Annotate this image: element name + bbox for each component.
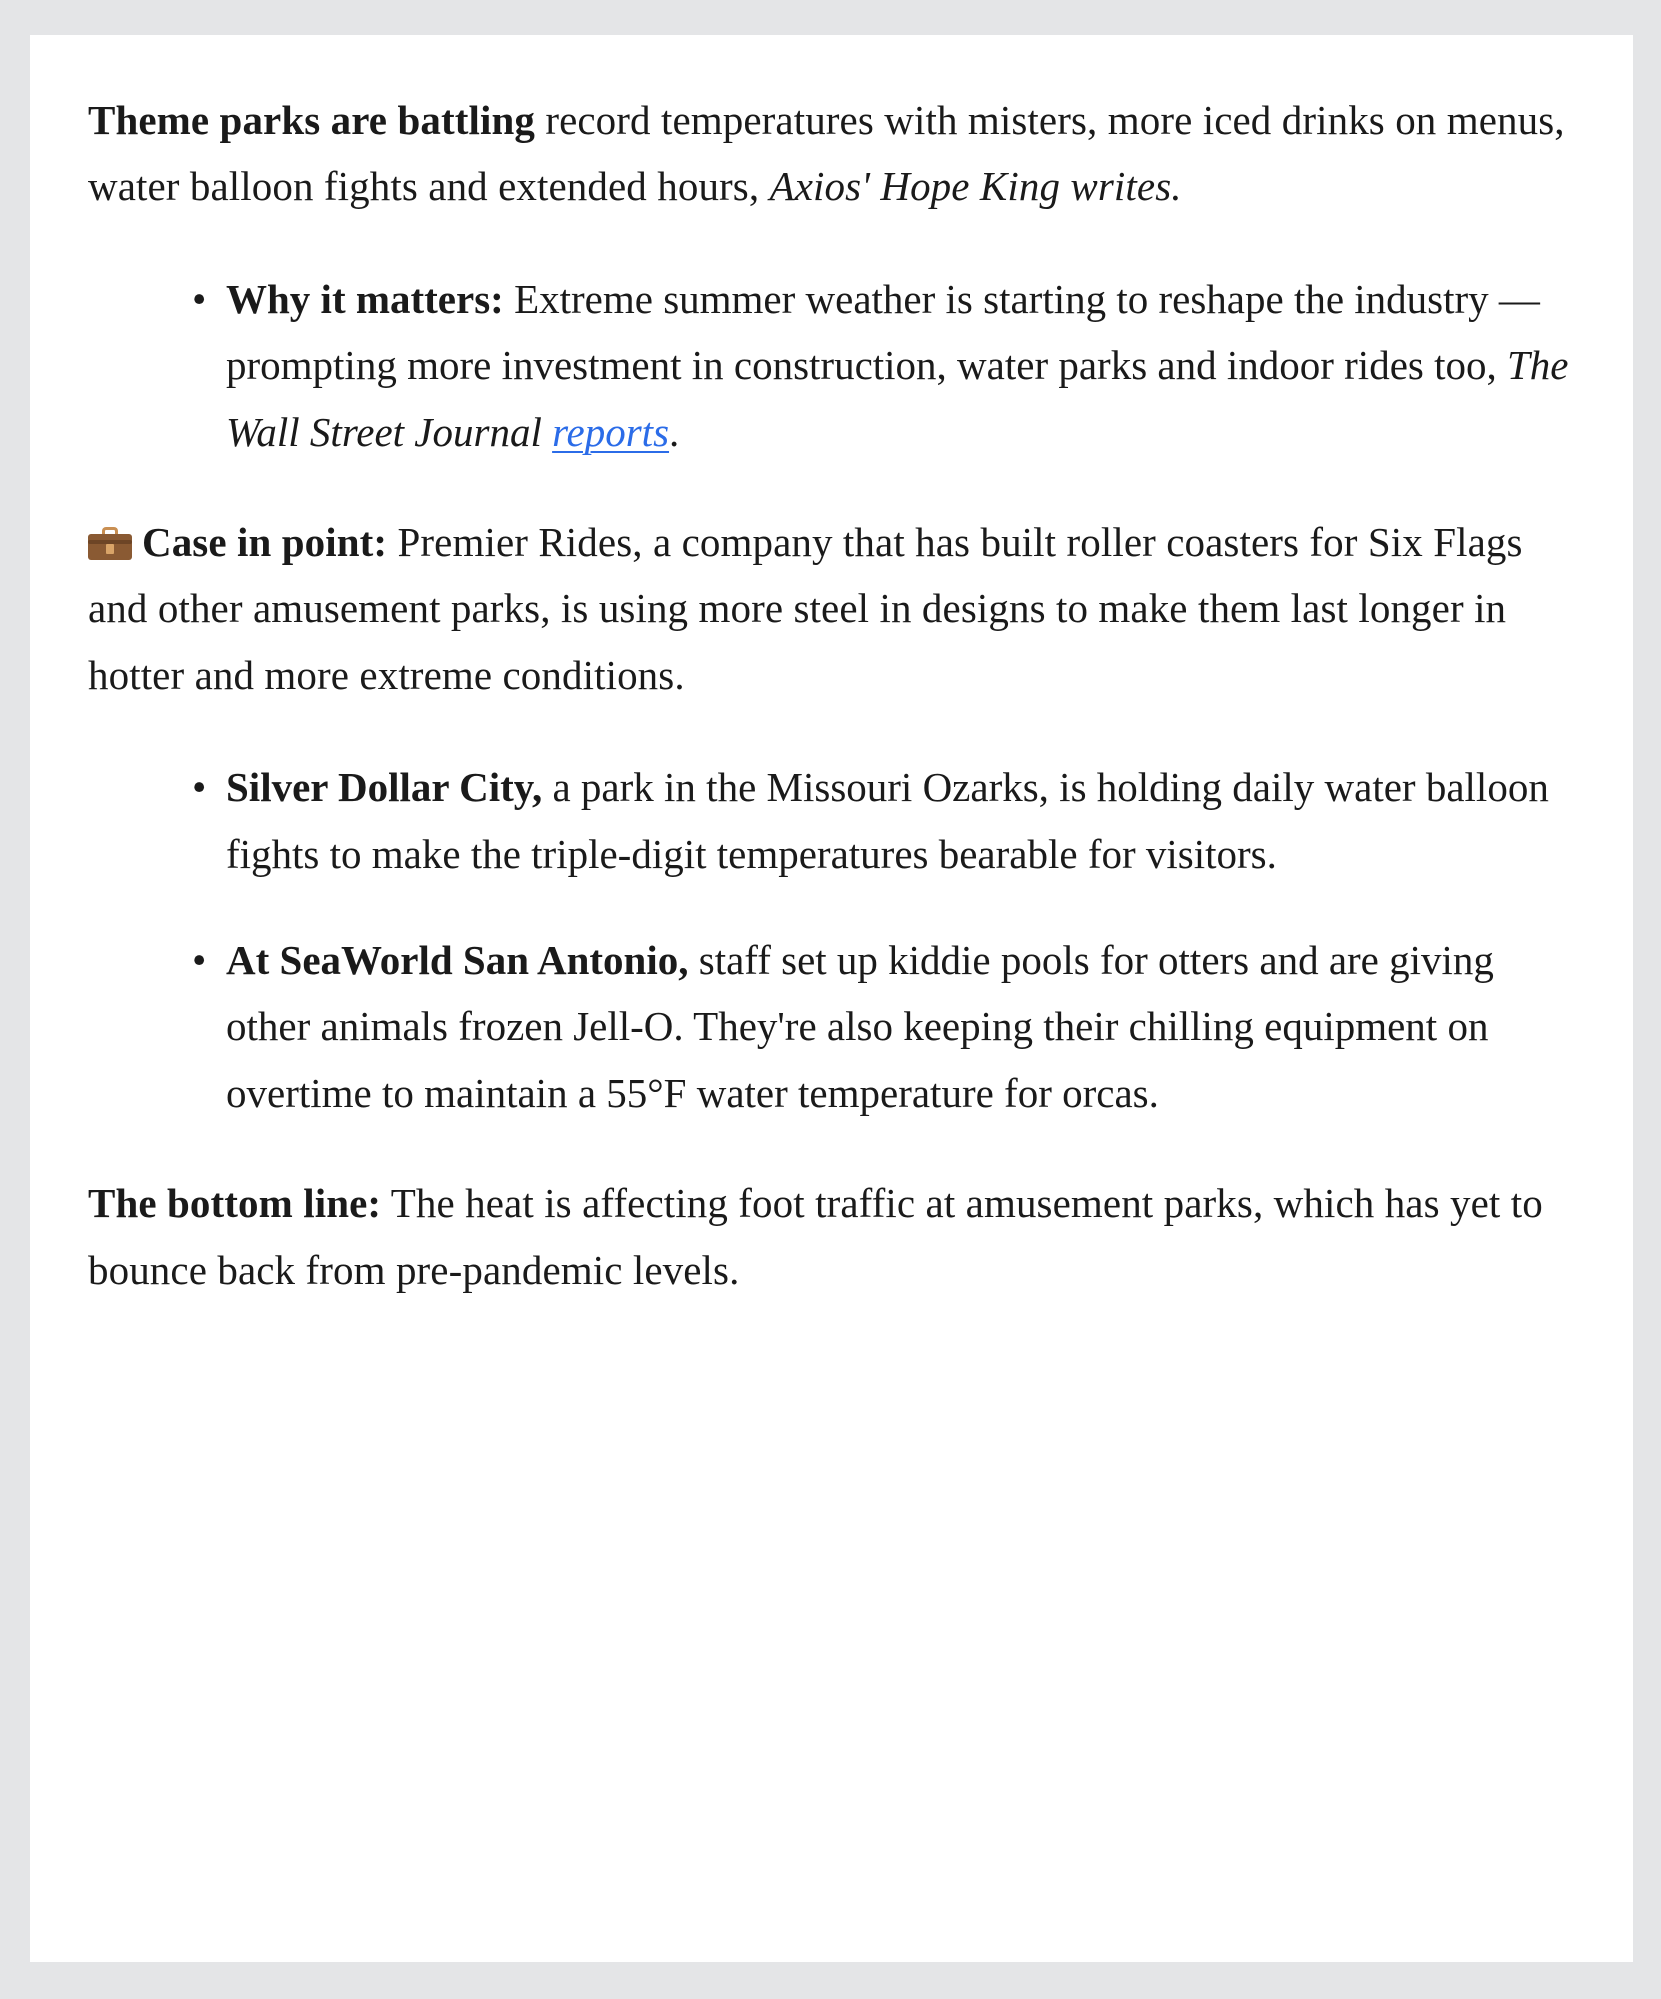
why-it-matters-list bbox=[88, 266, 1575, 465]
case-in-point-body: Premier Rides, a company that has built roller coasters for Six Flags and other amusement parks, is using more steel in designs to make them last longer in hotter and more extreme conditions. bbox=[88, 519, 1523, 698]
bullet-body: a park in the Missouri Ozarks, is holding daily water balloon fights to make the triple-digit temperatures bearable for visitors. bbox=[226, 764, 1549, 877]
example-bullet-list bbox=[88, 754, 1575, 1126]
list-item bbox=[192, 927, 1575, 1126]
case-in-point-bold-lead: Case in point: bbox=[142, 519, 388, 566]
briefcase-icon bbox=[88, 527, 132, 560]
briefcase-latch-icon bbox=[106, 544, 114, 554]
source-name-part1: The Wall Street bbox=[226, 342, 1569, 455]
bullet-body: staff set up kiddie pools for otters and are giving other animals frozen Jell-O. They're also keeping their chilling equipment on overtime to maintain a 55°F water temperature for orcas. bbox=[226, 937, 1494, 1116]
case-in-point-paragraph bbox=[88, 509, 1575, 708]
lede-byline: Axios' Hope King writes. bbox=[769, 163, 1182, 210]
list-item bbox=[192, 266, 1575, 465]
lede-body: record temperatures with misters, more iced drinks on menus, water balloon fights and extended hours, bbox=[88, 97, 1565, 210]
bottom-line-body: The heat is affecting foot traffic at amusement parks, which has yet to bounce back from pre-pandemic levels. bbox=[88, 1180, 1543, 1293]
lede-paragraph bbox=[88, 87, 1575, 220]
article-card bbox=[30, 35, 1633, 1962]
bottom-line-bold-lead: The bottom line: bbox=[88, 1180, 382, 1227]
bullet-icon: • bbox=[192, 937, 207, 984]
list-item bbox=[192, 754, 1575, 887]
bullet-bold-lead: Silver Dollar City, bbox=[226, 764, 543, 811]
bullet-icon: • bbox=[192, 764, 207, 811]
reports-link[interactable]: reports bbox=[552, 408, 670, 455]
bottom-line-paragraph bbox=[88, 1170, 1575, 1303]
bullet-body-after-link: . bbox=[669, 408, 680, 455]
source-name-part2: Journal bbox=[414, 408, 553, 455]
bullet-bold-lead: Why it matters: bbox=[226, 275, 504, 322]
lede-bold-lead: Theme parks are battling bbox=[88, 97, 535, 143]
bullet-bold-lead: At SeaWorld San Antonio, bbox=[226, 937, 689, 984]
bullet-body-before-link: Extreme summer weather is starting to reshape the industry — prompting more investment in construction, water parks and indoor rides too, bbox=[226, 275, 1540, 389]
bullet-icon: • bbox=[192, 275, 207, 322]
